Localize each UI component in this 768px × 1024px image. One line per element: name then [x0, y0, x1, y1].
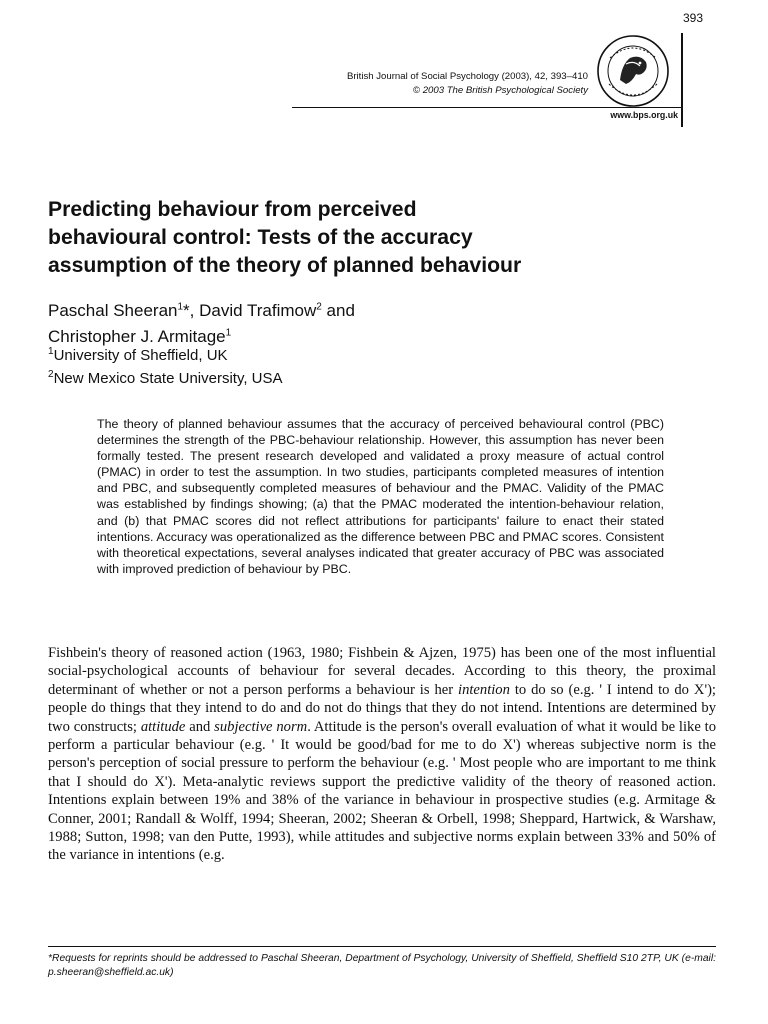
affiliation-mark: 1 — [177, 301, 184, 313]
corresponding-author-mark: * — [183, 301, 190, 320]
body-text-run: Fishbein's theory of reasoned action (1963, 1980; Fishbein & Ajzen, 1975) has been one of the most influential social-psychological accounts of behaviour for several decades. According to this theory, the proximal determinant of whether or not a person performs a behaviour is her — [48, 645, 716, 698]
footnote-text: *Requests for reprints should be addressed to Paschal Sheeran, Department of Psychology, University of Sheffield, Sheffield S10 2TP, UK (e-mail: — [48, 953, 716, 964]
body-text-run: to do so (e.g. ' I intend to do X'); people do things that they intend to do and do not do things that they do not intend. Intentions are determined by two constructs; — [48, 681, 716, 735]
affiliation-number: 2 — [48, 369, 54, 380]
journal-citation: British Journal of Social Psychology (2003), 42, 393–410 — [346, 71, 588, 82]
affiliation — [48, 370, 283, 387]
author-conjunction: and — [321, 301, 355, 320]
body-text-run: and — [185, 718, 215, 735]
title-line: assumption of the theory of planned behaviour — [48, 254, 522, 277]
title-line: Predicting behaviour from perceived — [48, 198, 417, 221]
emphasis-attitude: attitude — [140, 718, 186, 735]
email-link[interactable]: p.sheeran@sheffield.ac.uk — [48, 967, 171, 978]
author-list — [48, 298, 355, 350]
affiliation-mark: 2 — [316, 301, 322, 313]
copyright-symbol: © — [412, 85, 421, 96]
author-name: David Trafimow — [199, 301, 317, 320]
british-psychological-society-seal-icon — [596, 34, 670, 108]
abstract: The theory of planned behaviour assumes that the accuracy of perceived behavioural control (PBC) determines the strength of the PBC-behaviour relationship. However, this assumption has never been formally tested. The present research developed and validated a proxy measure of actual control (PMAC) in order to test the assumption. In two studies, participants completed measures of intention and PBC, and subsequently completed measures of behaviour and the PMAC. Validity of the PMAC was established by findings showing; (a) that the PMAC moderated the intention-behaviour relation, and (b) that PMAC scores did not reflect attributions for participants' failure to enact their stated intentions. Accuracy was operationalized as the difference between PBC and PMAC scores. Consistent with theoretical expectations, several analyses indicated that greater accuracy of PBC was associated with improved prediction of behaviour by PBC. — [97, 417, 664, 576]
website-url: www.bps.org.uk — [610, 110, 678, 120]
copyright-text: 2003 The British Psychological Society — [422, 85, 588, 96]
footnote-rule — [48, 946, 716, 947]
header-horizontal-rule — [292, 107, 683, 108]
affiliation-name: New Mexico State University, USA — [53, 370, 283, 387]
copyright-line — [413, 85, 588, 96]
author-name: Paschal Sheeran — [48, 301, 178, 320]
affiliation-name: University of Sheffield, UK — [53, 347, 228, 364]
body-text-run: . Attitude is the person's overall evaluation of what it would be like to perform a particular behaviour (e.g. ' It would be good/bad for me to do X') whereas subjective norm is the person's perception of social pressure to perform the behaviour (e.g. ' Most people who are important to me think that I should do X'). Meta-analytic reviews support the predictive validity of the theory of reasoned action. Intentions explain between 19% and 38% of the variance in behaviour in prospective studies (e.g. Armitage & Conner, 2001; Randall & Wolff, 1994; Sheeran, 2002; Sheeran & Orbell, 1998; Sheppard, Hartwick, & Warshaw, 1988; Sutton, 1998; van den Putte, 1993), while attitudes and subjective norms explain between 33% and 50% of the variance in intentions (e.g. — [48, 718, 717, 864]
emphasis-intention: intention — [458, 681, 510, 698]
page-number: 393 — [683, 11, 704, 25]
affiliation-mark: 1 — [225, 327, 232, 339]
article-title — [48, 196, 738, 280]
footnote-close: ) — [170, 967, 174, 978]
body-paragraph — [48, 644, 716, 865]
author-name: Christopher J. Armitage — [48, 327, 226, 346]
affiliation — [48, 347, 228, 364]
header-vertical-rule — [681, 33, 683, 127]
affiliation-number: 1 — [48, 346, 54, 357]
correspondence-footnote — [48, 952, 716, 980]
emphasis-subjective-norm: subjective norm — [214, 718, 308, 735]
author-separator: , — [189, 301, 200, 320]
title-line: behavioural control: Tests of the accuracy — [48, 226, 473, 249]
